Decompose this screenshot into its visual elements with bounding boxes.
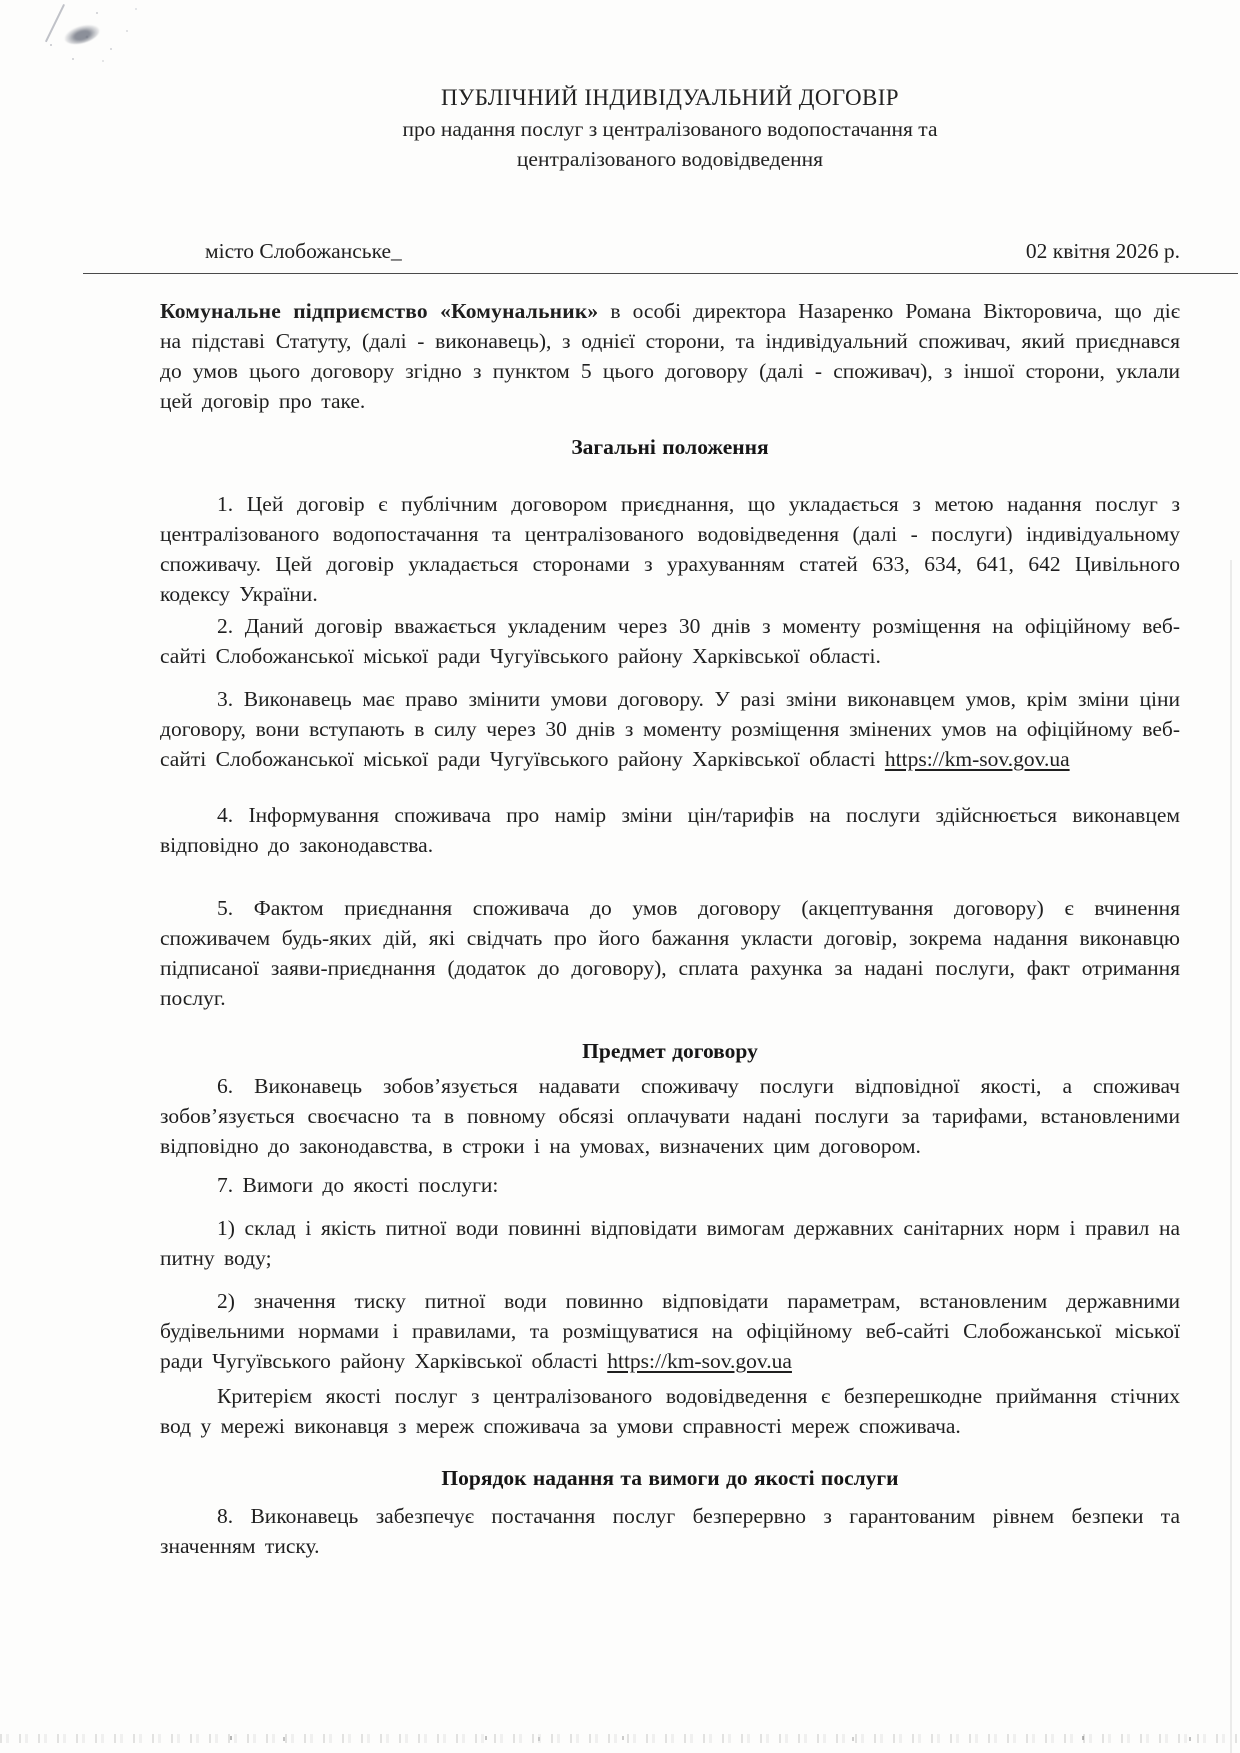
- ink-specks: [38, 0, 40, 2]
- ink-smudge-artifact: [38, 0, 148, 75]
- scan-edge-artifact: [1230, 560, 1232, 1753]
- section-heading-service-order: Порядок надання та вимоги до якості послуги: [441, 1466, 899, 1490]
- document-header: [160, 82, 1180, 174]
- scratch-mark: [45, 4, 65, 42]
- place-date-row: [160, 236, 1180, 266]
- noise-ticks: [0, 1736, 2, 1740]
- website-link[interactable]: https://km-sov.gov.ua: [884, 747, 1070, 771]
- website-link[interactable]: https://km-sov.gov.ua: [607, 1349, 792, 1373]
- quality-criteria-paragraph: Критерієм якості послуг з централізованого водовідведення є безперешкодне приймання стічних вод у мережі виконавця з мереж споживача за умови справності мереж споживача.: [160, 1384, 1180, 1438]
- clause-3-text: 3. Виконавець має право змінити умови договору. У разі зміни виконавцем умов, крім зміни ціни договору, вони вступають в силу через 30 днів з моменту розміщення змінених умов на офіційному веб-сайті Слобожанської міської ради Чугуївського району Харківської області: [160, 687, 1180, 771]
- document-subtitle-line1: про надання послуг з централізованого водопостачання та: [402, 117, 938, 141]
- preamble-text: в особі директора Назаренко Романа Вікторовича, що діє на підставі Статуту, (далі - виконавець), з однієї сторони, та індивідуальний споживач, який приєднався до умов цього договору згідно з пунктом 5 цього договору (далі - споживач), з іншої сторони, уклали цей договір про таке.: [160, 299, 1180, 413]
- city-label: місто Слобожанське_: [205, 239, 402, 263]
- clause-7-subpoint-2-text: 2) значення тиску питної води повинно відповідати параметрам, встановленим державними будівельними нормами і правилами, та розміщуватися на офіційному веб-сайті Слобожанської міської ради Чугуївського району Харківської області: [160, 1289, 1180, 1373]
- clause-1: 1. Цей договір є публічним договором приєднання, що укладається з метою надання послуг з централізованого водопостачання та централізованого водовідведення (далі - послуги) індивідуальному споживачу. Цей договір укладається сторонами з урахуванням статей 633, 634, 641, 642 Цивільного кодексу України.: [160, 492, 1180, 606]
- clause-4: 4. Інформування споживача про намір зміни цін/тарифів на послуги здійснюється виконавцем відповідно до законодавства.: [160, 803, 1180, 857]
- document-title: ПУБЛІЧНИЙ ІНДИВІДУАЛЬНИЙ ДОГОВІР: [441, 85, 899, 110]
- clause-3: [160, 684, 1180, 774]
- horizontal-rule: [83, 273, 1238, 274]
- scanner-noise-band: [0, 1734, 1240, 1743]
- document-subtitle-line2: централізованого водовідведення: [516, 147, 824, 171]
- clause-7-subpoint-2: [160, 1286, 1180, 1376]
- section-heading-general-provisions: Загальні положення: [571, 435, 769, 459]
- clause-5: 5. Фактом приєднання споживача до умов договору (акцептування договору) є вчинення споживачем будь-яких дій, які свідчать про його бажання укласти договір, зокрема надання виконавцю підписаної заяви-приєднання (додаток до договору), сплата рахунка за надані послуги, факт отримання послуг.: [160, 896, 1180, 1010]
- section-heading-subject: Предмет договору: [582, 1039, 758, 1063]
- clause-8: 8. Виконавець забезпечує постачання послуг безперервно з гарантованим рівнем безпеки та значенням тиску.: [160, 1504, 1180, 1558]
- executor-name-bold: Комунальне підприємство «Комунальник»: [160, 299, 599, 323]
- clause-7: 7. Вимоги до якості послуги:: [217, 1173, 499, 1197]
- date-label: 02 квітня 2026 р.: [1025, 239, 1180, 263]
- clause-7-subpoint-1: 1) склад і якість питної води повинні відповідати вимогам державних санітарних норм і правил на питну воду;: [160, 1216, 1180, 1270]
- preamble-paragraph: [160, 296, 1180, 416]
- clause-2: 2. Даний договір вважається укладеним через 30 днів з моменту розміщення на офіційному веб-сайті Слобожанської міської ради Чугуївського району Харківської області.: [160, 614, 1180, 668]
- clause-6: 6. Виконавець зобов’язується надавати споживачу послуги відповідної якості, а споживач зобов’язується своєчасно та в повному обсязі оплачувати надані послуги за тарифами, встановленими відповідно до законодавства, в строки і на умовах, визначених цим договором.: [160, 1074, 1180, 1158]
- ink-blob: [62, 21, 101, 47]
